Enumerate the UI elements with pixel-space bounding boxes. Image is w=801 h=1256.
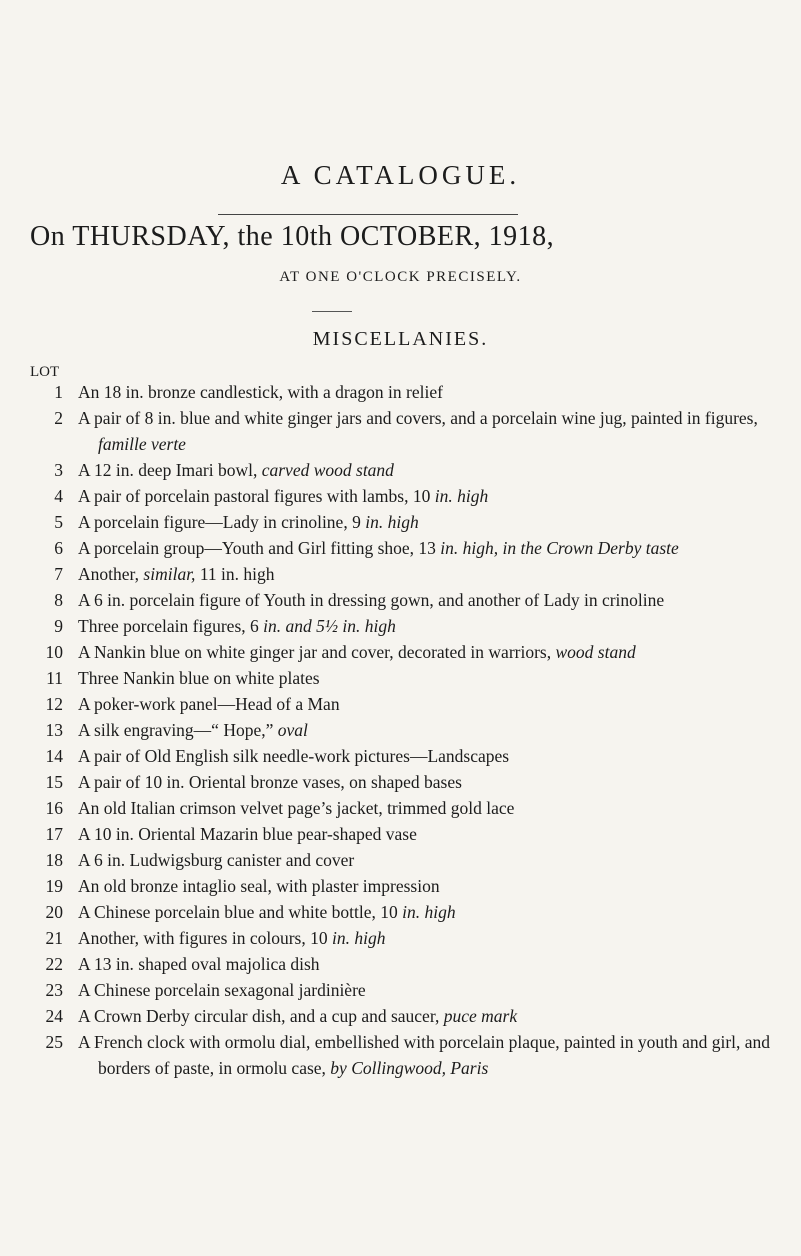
- lot-item: [30, 821, 790, 847]
- lot-text: A pair of 8 in. blue and white ginger jars and covers, and a porcelain wine jug, painted in figures,: [78, 408, 758, 428]
- lot-item: [30, 457, 790, 483]
- lot-description: [78, 483, 790, 509]
- lot-item: [30, 613, 790, 639]
- lot-description: [78, 925, 790, 951]
- lot-description: [78, 743, 790, 769]
- lot-description: [78, 639, 790, 665]
- lot-text: A 6 in. porcelain figure of Youth in dressing gown, and another of Lady in crinoline: [78, 590, 665, 610]
- lot-number: 14: [45, 746, 63, 766]
- lot-number: 21: [45, 928, 63, 948]
- lot-text: An 18 in. bronze candlestick, with a dragon in relief: [78, 382, 443, 402]
- lot-item: [30, 925, 790, 951]
- lot-description: [78, 691, 790, 717]
- lot-number: 7: [54, 564, 63, 584]
- catalogue-title: A CATALOGUE.: [280, 160, 521, 190]
- lot-number: 1: [54, 382, 63, 402]
- lot-tail-text: 11 in. high: [195, 564, 275, 584]
- lot-item: [30, 535, 790, 561]
- lot-column-label: LOT: [30, 364, 60, 380]
- lot-item: [30, 483, 790, 509]
- lot-number: 5: [54, 512, 63, 532]
- lot-italic-text: oval: [277, 720, 308, 740]
- lot-item: [30, 665, 790, 691]
- lot-description: [78, 613, 790, 639]
- lot-text: A pair of porcelain pastoral figures with lambs, 10: [78, 486, 435, 506]
- lot-italic-text: in. high: [331, 928, 386, 948]
- lot-italic-text: similar,: [143, 564, 196, 584]
- lot-item: [30, 587, 790, 613]
- lot-item: [30, 873, 790, 899]
- lot-text: An old Italian crimson velvet page’s jacket, trimmed gold lace: [78, 798, 515, 818]
- lot-number: 23: [45, 980, 63, 1000]
- lot-description: [78, 509, 790, 535]
- lot-description: [78, 847, 790, 873]
- lot-item: [30, 951, 790, 977]
- lot-description: [78, 1003, 790, 1029]
- lot-description: [78, 717, 790, 743]
- lot-item: [30, 509, 790, 535]
- lot-italic-text: in. high: [434, 486, 489, 506]
- lot-italic-text: wood stand: [555, 642, 636, 662]
- lot-number: 16: [45, 798, 63, 818]
- lot-number: 24: [45, 1006, 63, 1026]
- lot-text: A Nankin blue on white ginger jar and cover, decorated in warriors,: [78, 642, 556, 662]
- lot-description: [78, 561, 790, 587]
- lot-italic-text: by Collingwood, Paris: [330, 1058, 489, 1078]
- lot-description: [78, 795, 790, 821]
- lot-number: 20: [45, 902, 63, 922]
- lot-text: An old bronze intaglio seal, with plaster impression: [78, 876, 440, 896]
- lot-italic-text: in. high, in the Crown Derby taste: [440, 538, 679, 558]
- lot-item: [30, 847, 790, 873]
- lot-number: 13: [45, 720, 63, 740]
- lot-item: [30, 1029, 790, 1081]
- lot-item: [30, 1003, 790, 1029]
- lot-italic-text: in. and 5½ in. high: [263, 616, 396, 636]
- lot-number: 18: [45, 850, 63, 870]
- lot-number: 4: [54, 486, 63, 506]
- lot-text: A French clock with ormolu dial, embellished with porcelain plaque, painted in youth and girl, and borders of paste, in ormolu case,: [78, 1032, 771, 1078]
- lot-item: [30, 769, 790, 795]
- lot-italic-text: carved wood stand: [261, 460, 394, 480]
- lot-number: 22: [45, 954, 63, 974]
- sale-time: AT ONE O'CLOCK PRECISELY.: [279, 269, 522, 285]
- lot-item: [30, 379, 790, 405]
- lot-text: A pair of 10 in. Oriental bronze vases, on shaped bases: [78, 772, 462, 792]
- lot-item: [30, 405, 790, 457]
- lot-number: 25: [45, 1032, 63, 1052]
- lot-number: 10: [45, 642, 63, 662]
- lot-description: [78, 405, 790, 457]
- lot-text: A porcelain group—Youth and Girl fitting shoe, 13: [78, 538, 441, 558]
- lot-italic-text: in. high: [402, 902, 456, 922]
- lot-text: Three porcelain figures, 6: [78, 616, 264, 636]
- lot-description: [78, 379, 790, 405]
- lot-text: Another, with figures in colours, 10: [78, 928, 332, 948]
- lot-text: A Crown Derby circular dish, and a cup and saucer,: [78, 1006, 444, 1026]
- lot-item: [30, 717, 790, 743]
- lot-description: [78, 457, 790, 483]
- lot-description: [78, 873, 790, 899]
- lot-description: [78, 951, 790, 977]
- lot-italic-text: famille verte: [98, 434, 186, 454]
- lot-item: [30, 639, 790, 665]
- lot-number: 12: [45, 694, 63, 714]
- lot-item: [30, 899, 790, 925]
- section-title: MISCELLANIES.: [312, 328, 489, 350]
- lot-item: [30, 977, 790, 1003]
- lot-text: A poker-work panel—Head of a Man: [78, 694, 340, 714]
- lot-number: 11: [46, 668, 63, 688]
- lot-number: 17: [45, 824, 63, 844]
- lot-text: A Chinese porcelain blue and white bottle, 10: [78, 902, 403, 922]
- lot-text: A Chinese porcelain sexagonal jardinière: [78, 980, 366, 1000]
- lot-item: [30, 795, 790, 821]
- lot-text: A 10 in. Oriental Mazarin blue pear-shaped vase: [78, 824, 417, 844]
- lot-item: [30, 561, 790, 587]
- lot-description: [78, 899, 790, 925]
- lot-number: 9: [54, 616, 63, 636]
- lot-number: 8: [54, 590, 63, 610]
- lot-description: [78, 769, 790, 795]
- lot-italic-text: puce mark: [443, 1006, 518, 1026]
- lot-list: [30, 379, 790, 1081]
- lot-text: A 12 in. deep Imari bowl,: [78, 460, 262, 480]
- lot-number: 2: [54, 408, 63, 428]
- lot-description: [78, 1029, 790, 1081]
- lot-description: [78, 587, 790, 613]
- lot-text: A 13 in. shaped oval majolica dish: [78, 954, 320, 974]
- lot-number: 19: [45, 876, 63, 896]
- sale-date: On THURSDAY, the 10th OCTOBER, 1918,: [30, 221, 555, 252]
- lot-number: 15: [45, 772, 63, 792]
- lot-item: [30, 743, 790, 769]
- lot-text: A porcelain figure—Lady in crinoline, 9: [78, 512, 366, 532]
- lot-text: A silk engraving—“ Hope,”: [78, 720, 278, 740]
- lot-text: Another,: [78, 564, 144, 584]
- lot-description: [78, 977, 790, 1003]
- lot-number: 3: [54, 460, 63, 480]
- lot-text: A 6 in. Ludwigsburg canister and cover: [78, 850, 355, 870]
- lot-text: A pair of Old English silk needle-work pictures—Landscapes: [78, 746, 510, 766]
- lot-item: [30, 691, 790, 717]
- title-divider: [218, 214, 518, 215]
- lot-number: 6: [54, 538, 63, 558]
- lot-text: Three Nankin blue on white plates: [78, 668, 320, 688]
- section-divider: [312, 311, 352, 312]
- lot-description: [78, 535, 790, 561]
- lot-description: [78, 821, 790, 847]
- lot-description: [78, 665, 790, 691]
- lot-italic-text: in. high: [365, 512, 419, 532]
